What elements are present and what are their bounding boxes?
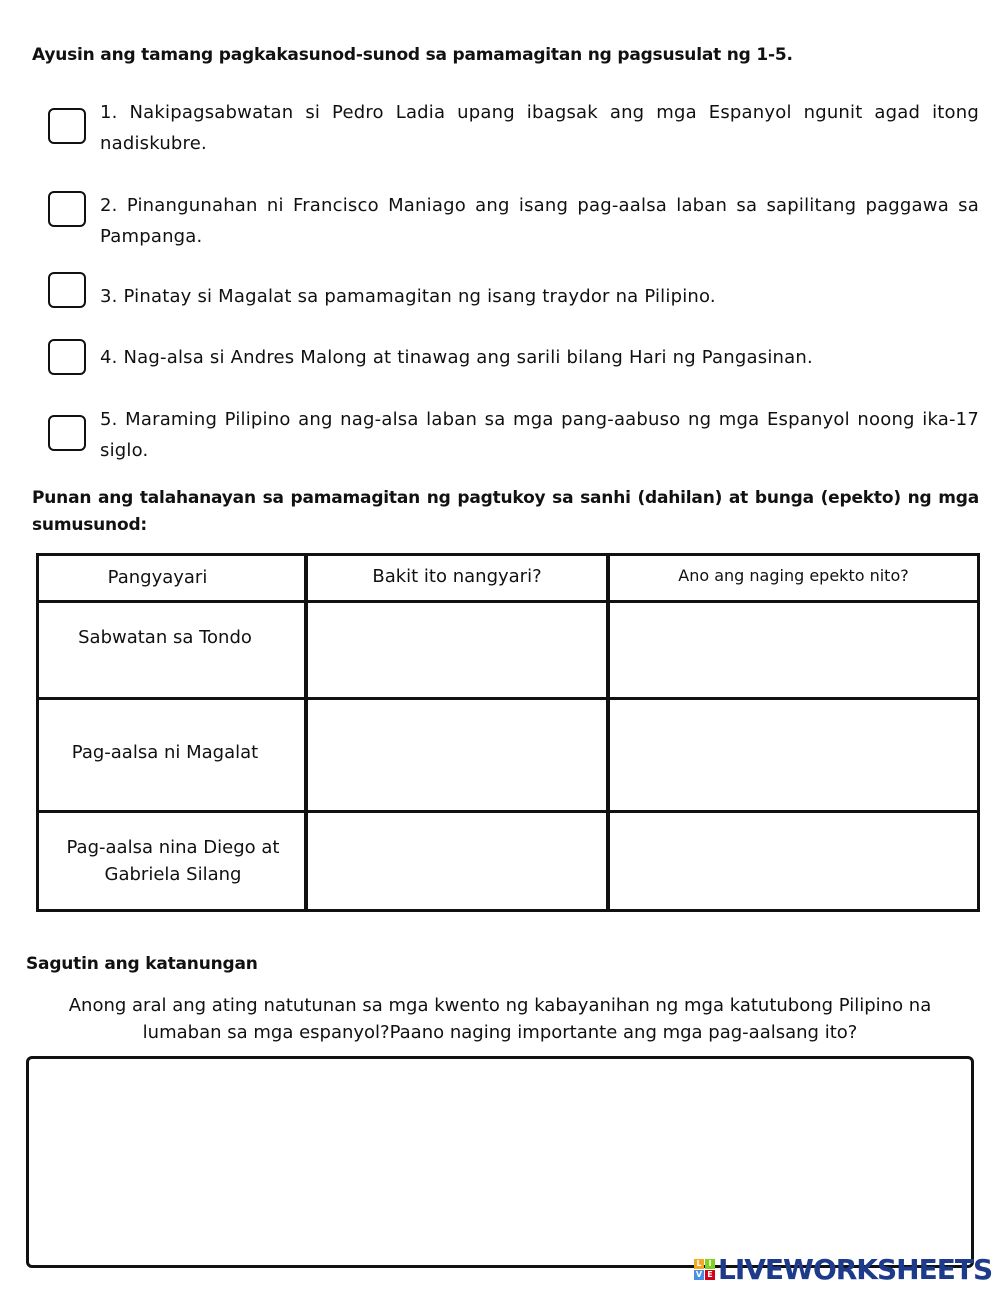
order-input-2[interactable] (48, 191, 86, 227)
table-row-2-cause-input[interactable] (305, 697, 609, 815)
order-item-4: 4. Nag-alsa si Andres Malong at tinawag ang sarili bilang Hari ng Pangasinan. (100, 347, 813, 368)
logo-letter: I (705, 1259, 715, 1269)
logo-text: LIVEWORKSHEETS (718, 1252, 993, 1286)
order-item-5: 5. Maraming Pilipino ang nag-alsa laban sa mga pang-aabuso ng mga Espanyol noong ika-17 siglo. (100, 409, 979, 461)
row-event-label: Pag-aalsa nina Diego at Gabriela Silang (66, 837, 280, 885)
order-item-1: 1. Nakipagsabwatan si Pedro Ladia upang ibagsak ang mga Espanyol ngunit agad itong nadiskubre. (100, 102, 979, 154)
order-input-5[interactable] (48, 415, 86, 451)
section3-heading: Sagutin ang katanungan (26, 954, 258, 974)
section2-heading: Punan ang talahanayan sa pamamagitan ng pagtukoy sa sanhi (dahilan) at bunga (epekto) ng mga sumusunod: (32, 488, 979, 535)
essay-answer-input[interactable] (26, 1056, 974, 1268)
header-bakit: Bakit ito nangyari? (372, 566, 542, 587)
row-event-label: Sabwatan sa Tondo (78, 627, 252, 648)
order-item-3: 3. Pinatay si Magalat sa pamamagitan ng isang traydor na Pilipino. (100, 286, 716, 307)
logo-letter: V (695, 1269, 703, 1279)
logo-letter: E (705, 1270, 715, 1280)
table-row-2-effect-input[interactable] (607, 697, 980, 815)
section1-heading: Ayusin ang tamang pagkakasunod-sunod sa pamamagitan ng pagsusulat ng 1-5. (32, 45, 793, 65)
table-row-1-cause-input[interactable] (305, 600, 609, 700)
liveworksheets-logo (694, 1254, 992, 1284)
table-row-1-effect-input[interactable] (607, 600, 980, 700)
essay-question: Anong aral ang ating natutunan sa mga kwento ng kabayanihan ng mga katutubong Pilipino na lumaban sa mga espanyol?Paano naging importante ang mga pag-aalsang ito? (68, 995, 932, 1043)
order-input-4[interactable] (48, 339, 86, 375)
logo-grid-icon (694, 1259, 715, 1280)
order-input-1[interactable] (48, 108, 86, 144)
logo-letter: L (694, 1259, 704, 1269)
order-item-2: 2. Pinangunahan ni Francisco Maniago ang isang pag-aalsa laban sa sapilitang paggawa sa Pampanga. (100, 195, 979, 247)
header-pangyayari: Pangyayari (107, 567, 208, 588)
header-epekto: Ano ang naging epekto nito? (678, 566, 909, 585)
order-input-3[interactable] (48, 272, 86, 308)
table-row-3-cause-input[interactable] (305, 810, 609, 912)
table-row-3-effect-input[interactable] (607, 810, 980, 912)
row-event-label: Pag-aalsa ni Magalat (71, 742, 259, 763)
